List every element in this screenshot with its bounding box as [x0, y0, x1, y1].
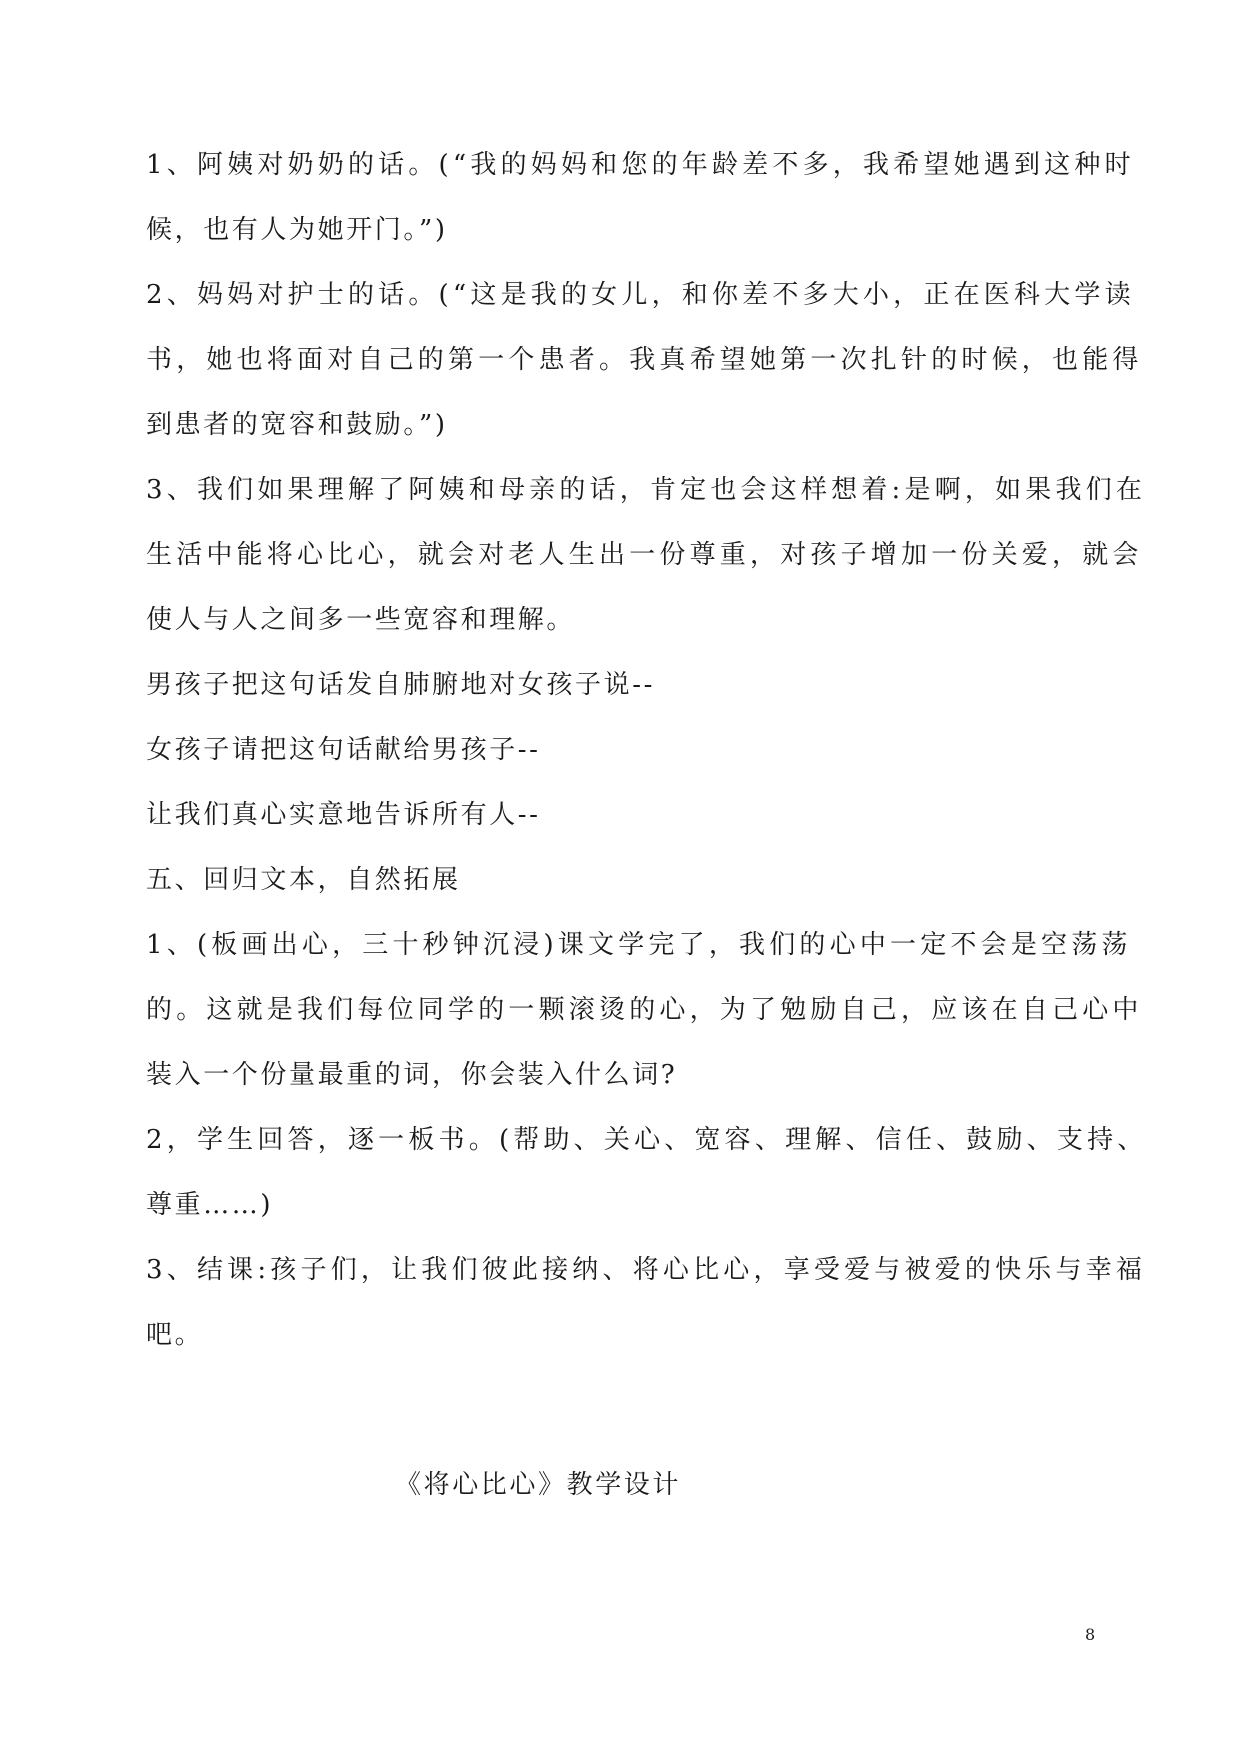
- paragraph-line: 3、结课:孩子们，让我们彼此接纳、将心比心，享受爱与被爱的快乐与幸福: [146, 1255, 1147, 1285]
- paragraph-line: 女孩子请把这句话献给男孩子--: [146, 735, 541, 765]
- document-title: 《将心比心》教学设计: [395, 1470, 682, 1500]
- paragraph-line: 到患者的宽容和鼓励。”): [146, 410, 448, 440]
- paragraph-line: 候，也有人为她开门。”): [146, 215, 448, 245]
- paragraph-line: 3、我们如果理解了阿姨和母亲的话，肯定也会这样想着:是啊，如果我们在: [146, 475, 1147, 505]
- paragraph-line: 使人与人之间多一些宽容和理解。: [146, 605, 576, 635]
- paragraph-line: 2、妈妈对护士的话。(“这是我的女儿，和你差不多大小，正在医科大学读: [146, 280, 1135, 310]
- paragraph-line: 1、(板画出心，三十秒钟沉浸)课文学完了，我们的心中一定不会是空荡荡: [146, 930, 1132, 960]
- section-heading: 五、回归文本，自然拓展: [146, 865, 461, 895]
- paragraph-line: 让我们真心实意地告诉所有人--: [146, 800, 541, 830]
- paragraph-line: 尊重……): [146, 1190, 274, 1220]
- paragraph-line: 装入一个份量最重的词，你会装入什么词?: [146, 1060, 678, 1090]
- paragraph-line: 书，她也将面对自己的第一个患者。我真希望她第一次扎针的时候，也能得: [146, 345, 1143, 375]
- paragraph-line: 2，学生回答，逐一板书。(帮助、关心、宽容、理解、信任、鼓励、支持、: [146, 1125, 1148, 1155]
- paragraph-line: 男孩子把这句话发自肺腑地对女孩子说--: [146, 670, 655, 700]
- page-number: 8: [1085, 1625, 1096, 1644]
- paragraph-line: 1、阿姨对奶奶的话。(“我的妈妈和您的年龄差不多，我希望她遇到这种时: [146, 150, 1135, 180]
- paragraph-line: 吧。: [146, 1320, 204, 1350]
- paragraph-line: 生活中能将心比心，就会对老人生出一份尊重，对孩子增加一份关爱，就会: [146, 540, 1143, 570]
- body-text: [146, 150, 1148, 1385]
- paragraph-line: 的。这就是我们每位同学的一颗滚烫的心，为了勉励自己，应该在自己心中: [146, 995, 1143, 1025]
